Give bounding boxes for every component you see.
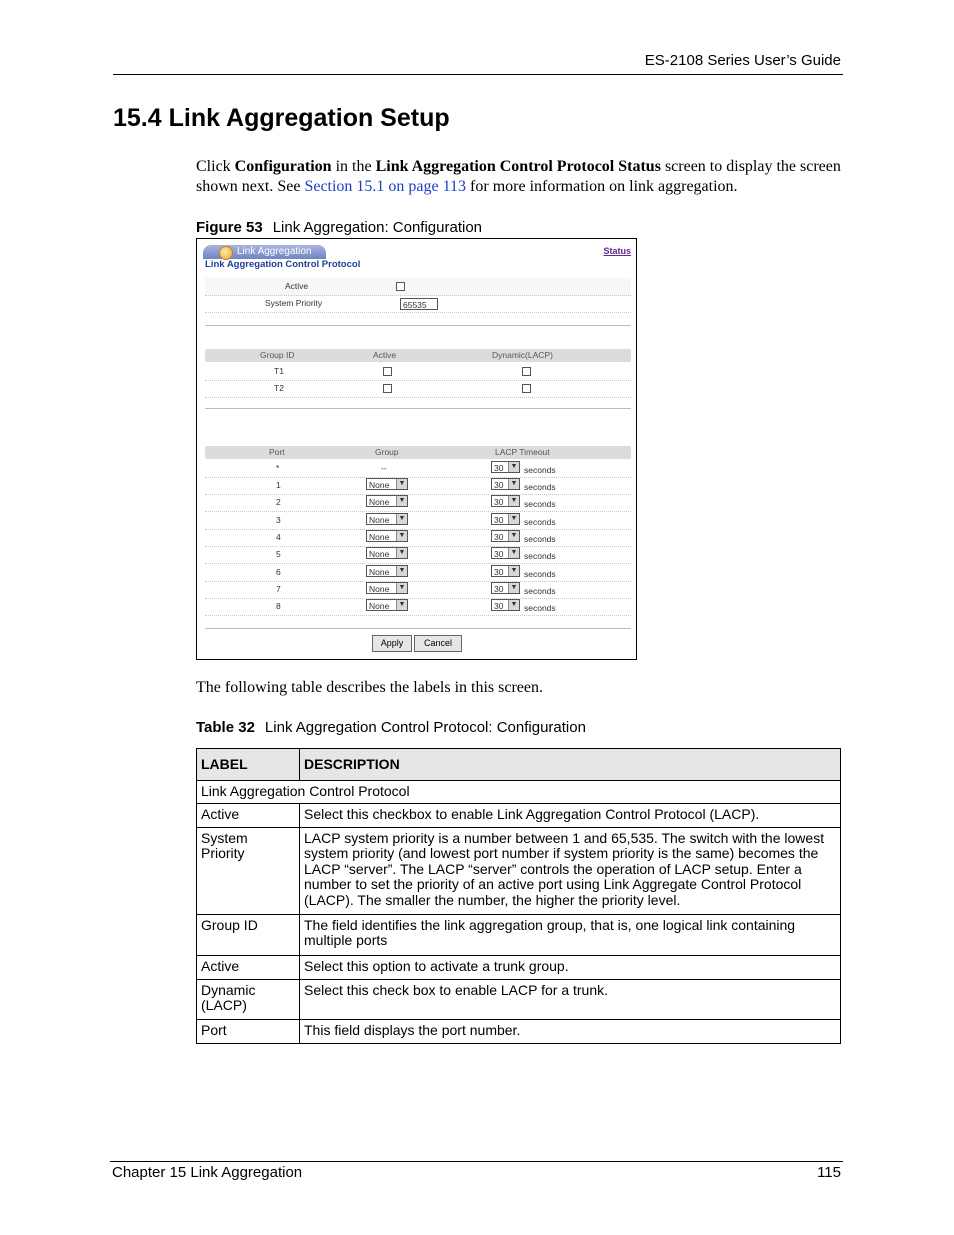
timeout-unit: seconds	[524, 603, 556, 614]
chevron-down-icon: ▼	[396, 496, 407, 506]
row-label: Port	[197, 1019, 300, 1043]
header-lacp-timeout: LACP Timeout	[495, 447, 550, 457]
timeout-value: 30	[494, 480, 504, 490]
timeout-select[interactable]	[491, 513, 520, 525]
row-description: Select this check box to enable LACP for a trunk.	[300, 979, 841, 1019]
timeout-select[interactable]	[491, 599, 520, 611]
table-caption-text: Link Aggregation Control Protocol: Configuration	[264, 719, 586, 736]
port-number: 4	[276, 531, 281, 542]
group-value: None	[369, 583, 390, 594]
divider	[205, 325, 631, 326]
header-group: Group	[375, 447, 399, 457]
chevron-down-icon: ▼	[508, 548, 519, 558]
port-row	[205, 581, 631, 599]
timeout-value: 30	[494, 531, 504, 542]
row-description: Select this checkbox to enable Link Aggregation Control Protocol (LACP).	[300, 803, 841, 827]
row-label: Active	[197, 803, 300, 827]
table-header-row	[197, 749, 841, 781]
active-row	[205, 278, 631, 296]
section-link[interactable]: Section 15.1 on page 113	[304, 178, 467, 195]
table-row	[197, 979, 841, 1019]
intro-text: Click	[196, 158, 235, 175]
table-caption	[196, 719, 586, 736]
intro-text: for more information on link aggregation.	[466, 178, 738, 195]
table-label: Table 32	[196, 719, 255, 736]
timeout-value: 30	[494, 497, 504, 508]
chevron-down-icon: ▼	[396, 566, 407, 576]
port-row	[205, 564, 631, 582]
table-row	[197, 827, 841, 914]
row-label: Active	[197, 955, 300, 979]
port-row	[205, 477, 631, 495]
row-description: LACP system priority is a number between 1 and 65,535. The switch with the lowest system priority (and lowest port number if system priority is the same) becomes the LACP “server”. The LACP “server” controls the operation of LACP setup. Enter a number to set the priority of an active port using Link Aggregate Control Protocol (LACP). The smaller the number, the higher the priority level.	[300, 827, 841, 914]
group-select[interactable]	[366, 478, 408, 490]
active-checkbox[interactable]	[396, 282, 405, 291]
port-row-wildcard	[205, 460, 631, 478]
port-number: 3	[276, 514, 281, 525]
chevron-down-icon: ▼	[508, 462, 519, 472]
tab-title: Link Aggregation	[237, 246, 312, 257]
section-title: 15.4 Link Aggregation Setup	[113, 104, 450, 132]
port-number: 6	[276, 566, 281, 577]
timeout-value: 30	[494, 514, 504, 525]
active-label: Active	[285, 281, 309, 291]
timeout-unit: seconds	[524, 551, 556, 562]
row-label: System Priority	[197, 827, 300, 914]
timeout-unit: seconds	[524, 568, 556, 579]
system-priority-row	[205, 295, 631, 313]
intro-text: screen to display the screen shown next. See	[196, 158, 841, 195]
section-cell: Link Aggregation Control Protocol	[197, 781, 841, 804]
timeout-value: 30	[494, 549, 504, 560]
port-number: 1	[276, 480, 281, 490]
chevron-down-icon: ▼	[508, 496, 519, 506]
timeout-select[interactable]	[491, 547, 520, 559]
timeout-unit: seconds	[524, 585, 556, 596]
timeout-unit: seconds	[524, 499, 556, 510]
table-row	[197, 955, 841, 979]
chevron-down-icon: ▼	[508, 600, 519, 610]
timeout-unit: seconds	[524, 465, 556, 475]
group-value: None	[369, 514, 390, 525]
figure-label: Figure 53	[196, 219, 263, 236]
group-value: None	[369, 549, 390, 560]
table-intro-text: The following table describes the labels in this screen.	[196, 679, 544, 696]
port-number: 7	[276, 583, 281, 594]
table-row	[197, 803, 841, 827]
port-group-placeholder: --	[381, 463, 387, 473]
chevron-down-icon: ▼	[508, 514, 519, 524]
header-group-id: Group ID	[260, 350, 295, 360]
group-active-checkbox[interactable]	[383, 384, 392, 393]
port-number: *	[276, 463, 280, 473]
description-table	[196, 748, 841, 1044]
group-select[interactable]	[366, 565, 408, 577]
intro-bold-status: Link Aggregation Control Protocol Status	[375, 158, 661, 175]
group-select[interactable]	[366, 599, 408, 611]
table-row	[197, 1019, 841, 1043]
figure-caption-text: Link Aggregation: Configuration	[272, 219, 482, 236]
timeout-select[interactable]	[491, 582, 520, 594]
guide-title: ES-2108 Series User’s Guide	[644, 52, 841, 69]
timeout-select[interactable]	[491, 461, 520, 473]
port-row	[205, 546, 631, 564]
group-id: T1	[274, 366, 284, 376]
port-number: 5	[276, 549, 281, 560]
group-select[interactable]	[366, 530, 408, 542]
divider	[205, 628, 631, 629]
page-number: 115	[817, 1164, 841, 1181]
group-value: None	[369, 480, 390, 490]
port-row	[205, 598, 631, 616]
chevron-down-icon: ▼	[508, 479, 519, 489]
screen-subtitle: Link Aggregation Control Protocol	[205, 259, 361, 270]
chevron-down-icon: ▼	[396, 514, 407, 524]
timeout-value: 30	[494, 601, 504, 612]
group-select[interactable]	[366, 495, 408, 507]
figure-caption	[196, 219, 482, 236]
group-row	[205, 380, 631, 398]
link-aggregation-screenshot	[196, 238, 637, 660]
table-row	[197, 914, 841, 955]
row-description: The field identifies the link aggregation group, that is, one logical link containing multiple ports	[300, 914, 841, 955]
group-id: T2	[274, 383, 284, 393]
row-label: Dynamic (LACP)	[197, 979, 300, 1019]
column-label-header: LABEL	[197, 749, 300, 781]
chevron-down-icon: ▼	[396, 548, 407, 558]
group-active-checkbox[interactable]	[383, 367, 392, 376]
divider	[205, 408, 631, 409]
column-description-header: DESCRIPTION	[300, 749, 841, 781]
row-label: Group ID	[197, 914, 300, 955]
intro-paragraph	[196, 157, 846, 197]
port-row	[205, 494, 631, 512]
timeout-select[interactable]	[491, 495, 520, 507]
row-description: Select this option to activate a trunk group.	[300, 955, 841, 979]
group-row	[205, 363, 631, 381]
timeout-value: 30	[494, 566, 504, 577]
chevron-down-icon: ▼	[396, 600, 407, 610]
chapter-title: Chapter 15 Link Aggregation	[112, 1164, 303, 1181]
group-dynamic-checkbox[interactable]	[522, 367, 531, 376]
chevron-down-icon: ▼	[396, 479, 407, 489]
timeout-value: 30	[494, 583, 504, 594]
timeout-unit: seconds	[524, 533, 556, 544]
table-section-row	[197, 781, 841, 804]
screen-tab	[203, 245, 326, 259]
tab-bullet-icon	[219, 246, 233, 260]
header-dynamic: Dynamic(LACP)	[492, 350, 553, 360]
timeout-value: 30	[494, 463, 504, 473]
row-description: This field displays the port number.	[300, 1019, 841, 1043]
group-value: None	[369, 531, 390, 542]
timeout-unit: seconds	[524, 482, 556, 492]
timeout-select[interactable]	[491, 478, 520, 490]
system-priority-input[interactable]: 65535	[400, 298, 438, 310]
group-select[interactable]	[366, 513, 408, 525]
port-table-header	[205, 446, 631, 459]
port-row	[205, 529, 631, 547]
timeout-select[interactable]	[491, 565, 520, 577]
port-number: 2	[276, 497, 281, 508]
group-dynamic-checkbox[interactable]	[522, 384, 531, 393]
timeout-select[interactable]	[491, 530, 520, 542]
timeout-unit: seconds	[524, 516, 556, 527]
system-priority-label: System Priority	[265, 298, 323, 308]
group-select[interactable]	[366, 582, 408, 594]
apply-button[interactable]: Apply	[372, 635, 412, 652]
port-number: 8	[276, 601, 281, 612]
chevron-down-icon: ▼	[396, 583, 407, 593]
page-footer	[110, 1161, 843, 1184]
chevron-down-icon: ▼	[396, 531, 407, 541]
status-link[interactable]: Status	[603, 246, 631, 256]
port-row	[205, 512, 631, 530]
chevron-down-icon: ▼	[508, 583, 519, 593]
group-table-header	[205, 349, 631, 362]
chevron-down-icon: ▼	[508, 566, 519, 576]
group-value: None	[369, 497, 390, 508]
group-value: None	[369, 601, 390, 612]
cancel-button[interactable]: Cancel	[414, 635, 462, 652]
header-port: Port	[269, 447, 285, 457]
intro-text: in the	[331, 158, 376, 175]
group-select[interactable]	[366, 547, 408, 559]
group-value: None	[369, 566, 390, 577]
page-header	[113, 52, 843, 75]
chevron-down-icon: ▼	[508, 531, 519, 541]
header-active: Active	[373, 350, 397, 360]
intro-bold-configuration: Configuration	[234, 158, 332, 175]
